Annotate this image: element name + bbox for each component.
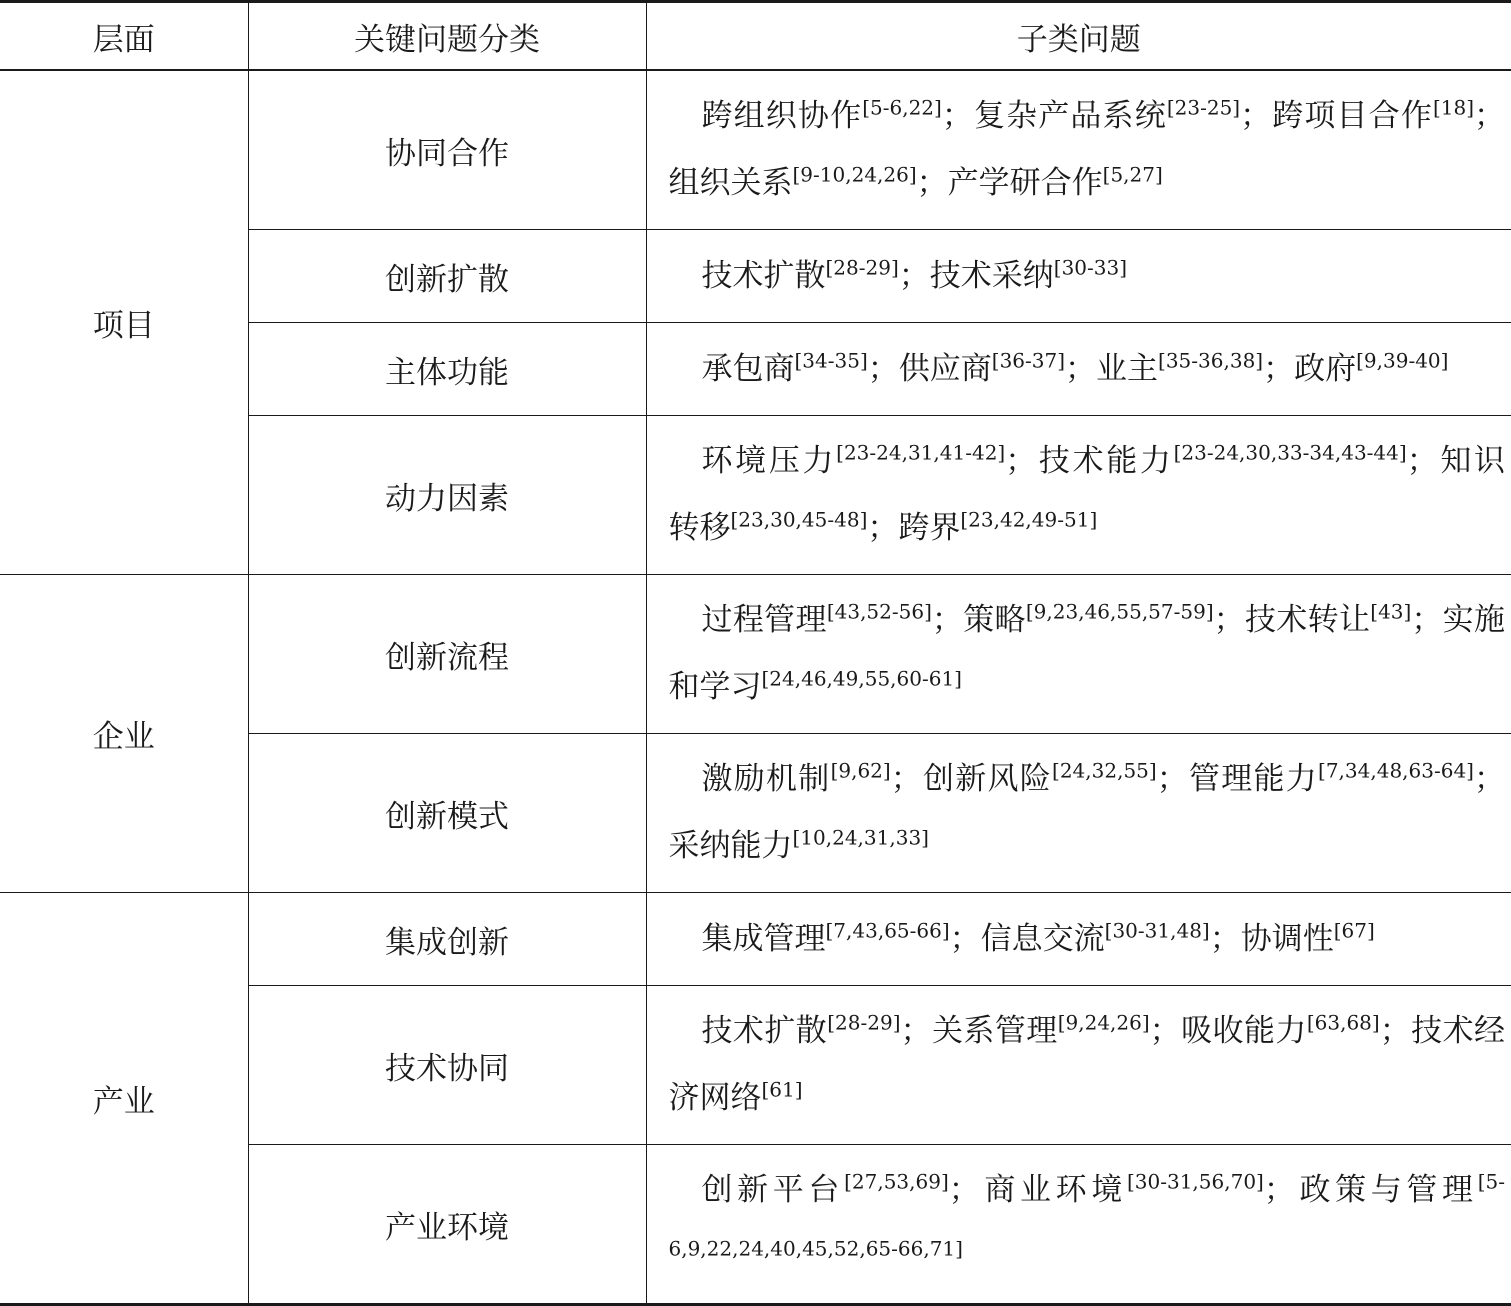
sub-issue-term: 技术采纳 [929, 257, 1054, 294]
sub-issue-term: 技术扩散 [701, 257, 826, 294]
sub-issue-term: 复杂产品系统 [972, 98, 1167, 134]
citation-ref: [18] [1432, 95, 1475, 120]
separator: ； [1411, 602, 1443, 638]
citation-ref: [23-24,30,33-34,43-44] [1173, 440, 1407, 465]
category-cell: 动力因素 [248, 416, 646, 575]
separator: ； [1263, 1172, 1295, 1208]
sub-issue-list [668, 440, 1506, 546]
citation-ref: [61] [761, 1077, 803, 1102]
citation-ref: [24,32,55] [1052, 758, 1157, 783]
citation-ref: [24,46,49,55,60-61] [761, 666, 962, 691]
sub-issues-cell [646, 893, 1511, 986]
citation-ref: [9-10,24,26] [792, 162, 917, 187]
sub-issue-term: 集成管理 [701, 920, 826, 957]
sub-issue-list [668, 1169, 1506, 1275]
citation-ref: [28-29] [825, 255, 899, 280]
sub-issue-term: 技术扩散 [701, 1013, 828, 1049]
citation-ref: [9,39-40] [1356, 348, 1449, 373]
citation-ref: [5,27] [1102, 162, 1163, 187]
sub-issue-term: 管理能力 [1187, 761, 1319, 797]
separator: ； [916, 165, 948, 201]
table-row [0, 70, 1511, 230]
citation-ref: [43] [1370, 599, 1412, 624]
sub-issue-term: 业主 [1096, 350, 1159, 387]
sub-issue-term: 采纳能力 [668, 828, 793, 864]
sub-issue-term: 跨界 [898, 510, 961, 546]
citation-ref: [27,53,69] [844, 1169, 949, 1194]
sub-issue-term: 知识转移 [668, 443, 1506, 546]
sub-issues-cell [646, 986, 1511, 1145]
sub-issue-list [668, 599, 1506, 705]
separator: ； [890, 761, 922, 797]
category-cell: 产业环境 [248, 1145, 646, 1305]
sub-issue-term: 跨项目合作 [1271, 98, 1433, 134]
sub-issue-term: 策略 [962, 602, 1026, 638]
table-row [0, 575, 1511, 734]
separator: ； [1474, 761, 1505, 797]
separator: ； [1263, 350, 1295, 387]
sub-issue-list [668, 758, 1506, 864]
separator: ； [1406, 443, 1438, 479]
sub-issues-cell [646, 70, 1511, 230]
sub-issue-list [669, 348, 1449, 387]
sub-issue-term: 技术能力 [1036, 443, 1174, 479]
sub-issues-cell [646, 734, 1511, 893]
sub-issue-term: 跨组织协作 [701, 98, 863, 134]
sub-issue-term: 过程管理 [701, 602, 827, 638]
sub-issues-cell [646, 575, 1511, 734]
citation-ref: [23,42,49-51] [960, 507, 1098, 532]
category-cell: 创新模式 [248, 734, 646, 893]
separator: ； [1379, 1013, 1411, 1049]
separator: ； [1240, 98, 1272, 134]
citation-ref: [30-31,56,70] [1126, 1169, 1264, 1194]
header-sub-issues: 子类问题 [646, 2, 1511, 71]
sub-issue-list [669, 918, 1375, 957]
citation-ref: [23-24,31,41-42] [836, 440, 1006, 465]
citation-ref: [34-35] [794, 348, 868, 373]
separator: ； [1005, 443, 1037, 479]
sub-issue-term: 信息交流 [980, 920, 1105, 957]
category-cell: 技术协同 [248, 986, 646, 1145]
header-row [0, 2, 1511, 71]
separator: ； [1149, 1013, 1181, 1049]
category-cell: 协同合作 [248, 70, 646, 230]
table-row [0, 893, 1511, 986]
sub-issue-list [669, 255, 1128, 294]
citation-ref: [67] [1333, 918, 1375, 943]
sub-issue-term: 技术转让 [1244, 602, 1371, 638]
sub-issue-list [668, 95, 1506, 201]
separator: ； [898, 257, 930, 294]
sub-issue-term: 激励机制 [701, 761, 831, 797]
citation-ref: [7,43,65-66] [825, 918, 950, 943]
sub-issues-cell [646, 230, 1511, 323]
citation-ref: [9,62] [830, 758, 891, 783]
citation-ref: [30-31,48] [1104, 918, 1210, 943]
sub-issue-term: 政策与管理 [1294, 1172, 1478, 1208]
category-cell: 创新扩散 [248, 230, 646, 323]
header-category: 关键问题分类 [248, 2, 646, 71]
category-cell: 创新流程 [248, 575, 646, 734]
sub-issue-term: 商业环境 [979, 1172, 1127, 1208]
sub-issues-cell [646, 323, 1511, 416]
citation-ref: [23,30,45-48] [730, 507, 868, 532]
sub-issue-term: 环境压力 [701, 443, 837, 479]
separator: ； [931, 602, 963, 638]
citation-ref: [28-29] [827, 1010, 901, 1035]
category-cell: 集成创新 [248, 893, 646, 986]
sub-issues-cell [646, 416, 1511, 575]
separator: ； [1065, 350, 1097, 387]
citation-ref: [9,24,26] [1057, 1010, 1150, 1035]
citation-ref: [9,23,46,55,57-59] [1025, 599, 1214, 624]
citation-ref: [23-25] [1166, 95, 1241, 120]
separator: ； [1156, 761, 1188, 797]
separator: ； [941, 98, 973, 134]
citation-ref: [5-6,9,22,24,40,45,52,65-66,71] [668, 1169, 1506, 1261]
sub-issue-term: 创新风险 [921, 761, 1053, 797]
citation-ref: [7,34,48,63-64] [1318, 758, 1474, 783]
separator: ； [948, 1172, 980, 1208]
citation-ref: [36-37] [991, 348, 1066, 373]
sub-issue-term: 组织关系 [668, 165, 793, 201]
sub-issue-term: 供应商 [898, 350, 992, 387]
citation-ref: [43,52-56] [826, 599, 932, 624]
sub-issue-term: 关系管理 [931, 1013, 1058, 1049]
layer-cell: 项目 [0, 70, 248, 575]
sub-issues-cell [646, 1145, 1511, 1305]
layer-cell: 产业 [0, 893, 248, 1305]
separator: ； [1213, 602, 1245, 638]
sub-issue-term: 技术经济网络 [668, 1013, 1506, 1116]
sub-issue-term: 创新平台 [701, 1172, 845, 1208]
header-layer: 层面 [0, 2, 248, 71]
separator: ； [1474, 98, 1506, 134]
citation-ref: [5-6,22] [862, 95, 942, 120]
sub-issue-list [668, 1010, 1506, 1116]
separator: ； [900, 1013, 932, 1049]
sub-issue-term: 吸收能力 [1180, 1013, 1307, 1049]
separator: ； [1209, 920, 1241, 957]
citation-ref: [63,68] [1306, 1010, 1380, 1035]
sub-issue-term: 协调性 [1240, 920, 1334, 957]
sub-issue-term: 实施和学习 [668, 602, 1505, 705]
sub-issue-term: 承包商 [701, 350, 795, 387]
sub-issue-term: 政府 [1294, 350, 1357, 387]
category-cell: 主体功能 [248, 323, 646, 416]
citation-ref: [10,24,31,33] [792, 825, 929, 850]
citation-ref: [35-36,38] [1158, 348, 1264, 373]
sub-issue-term: 产学研合作 [947, 165, 1103, 201]
layer-cell: 企业 [0, 575, 248, 893]
separator: ； [867, 510, 899, 546]
citation-ref: [30-33] [1053, 255, 1128, 280]
separator: ； [867, 350, 899, 387]
separator: ； [949, 920, 981, 957]
